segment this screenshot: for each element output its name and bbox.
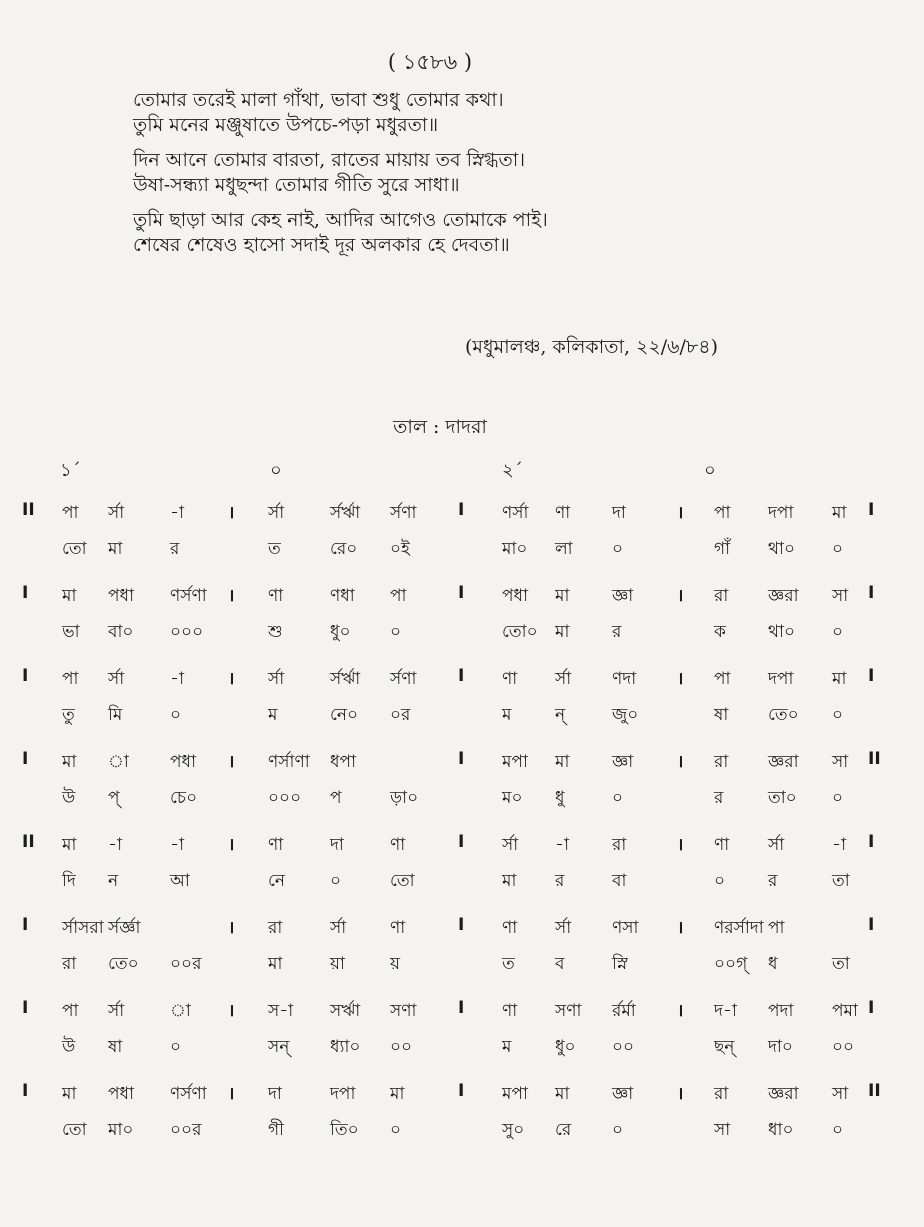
- swara: র্সা: [108, 503, 125, 523]
- swara-row: [0, 1081, 924, 1117]
- lyric-syllable: ন্: [555, 705, 566, 725]
- lyric-syllable: ০: [832, 788, 844, 808]
- lyric-syllable: ষা: [108, 1037, 123, 1057]
- swara: মপা: [502, 752, 528, 772]
- swara: পধা: [502, 586, 528, 606]
- swara: রা: [714, 752, 729, 772]
- swara: -া: [170, 503, 184, 523]
- lyric-syllable: মি: [108, 705, 123, 725]
- lyric-syllable: ০০০: [170, 622, 204, 642]
- bar-line: I: [22, 583, 29, 603]
- bar-line: ।: [677, 503, 684, 523]
- lyric-syllable: র: [555, 871, 565, 891]
- bar-line: I: [458, 583, 465, 603]
- lyric-syllable: ০০: [390, 1037, 413, 1057]
- lyric-syllable: ম: [268, 705, 278, 725]
- bar-line: I: [868, 666, 875, 686]
- swara: জ্ঞা: [612, 586, 634, 606]
- lyric-syllable: ০: [170, 705, 182, 725]
- lyric-syllable: ০: [170, 1037, 182, 1057]
- swara: দপা: [330, 1084, 356, 1104]
- swara: র্সা: [555, 669, 572, 689]
- lyric-syllable: ০: [714, 871, 726, 891]
- lyric-syllable: তো: [62, 539, 87, 559]
- swara: দা: [268, 1084, 282, 1104]
- bar-line: II: [22, 832, 35, 852]
- swara: ণসা: [612, 918, 639, 938]
- swara: জ্ঞরা: [768, 752, 799, 772]
- swara: ণা: [390, 835, 406, 855]
- lyric-syllable: তু: [62, 705, 75, 725]
- lyric-syllable: ক: [714, 622, 726, 642]
- lyric-syllable: ০০গ্: [714, 954, 748, 974]
- swara: দপা: [768, 669, 794, 689]
- lyric-syllable: নে: [268, 871, 286, 891]
- lyric-syllable: র: [170, 539, 180, 559]
- bar-line: I: [458, 666, 465, 686]
- swara: ণা: [268, 835, 284, 855]
- beat-mark: ০: [704, 460, 716, 481]
- lyric-syllable: মা: [502, 871, 517, 891]
- lyric-syllable: তো০: [502, 622, 538, 642]
- lyric-syllable: শু: [268, 622, 283, 642]
- swara: ণা: [714, 835, 730, 855]
- lyric-syllable: র: [768, 871, 778, 891]
- swara: মা: [832, 669, 847, 689]
- poem-line: দিন আনে তোমার বারতা, রাতের মায়ায় তব স্নিগ্ধতা।: [133, 149, 526, 171]
- swara-row: [0, 500, 924, 536]
- lyric-syllable: ধ্যা০: [330, 1037, 361, 1057]
- lyric-row: [0, 1034, 924, 1070]
- beat-marks: [0, 456, 924, 482]
- swara: ণধা: [330, 586, 355, 606]
- lyric-syllable: তা০: [768, 788, 797, 808]
- swara: পা: [62, 669, 79, 689]
- lyric-syllable: তো: [62, 1120, 87, 1140]
- lyric-syllable: র: [714, 788, 724, 808]
- swara: ণা: [502, 669, 518, 689]
- swara: মা: [62, 1084, 77, 1104]
- notation-block: [0, 583, 924, 666]
- swara-row: [0, 915, 924, 951]
- bar-line: I: [458, 832, 465, 852]
- swara: -া: [170, 669, 184, 689]
- swara: মা: [555, 1084, 570, 1104]
- lyric-syllable: ত: [268, 539, 281, 559]
- lyric-syllable: রা: [62, 954, 77, 974]
- lyric-syllable: দা০: [768, 1037, 793, 1057]
- lyric-syllable: উ: [62, 788, 76, 808]
- swara: ণা: [268, 586, 284, 606]
- swara: -া: [108, 835, 122, 855]
- lyric-row: [0, 536, 924, 572]
- lyric-syllable: মা: [555, 622, 570, 642]
- lyric-syllable: ম০: [502, 788, 523, 808]
- lyric-syllable: তি০: [330, 1120, 359, 1140]
- poem: [133, 88, 833, 258]
- swara: মা: [62, 835, 77, 855]
- bar-line: I: [22, 915, 29, 935]
- lyric-syllable: ছন্: [714, 1037, 735, 1057]
- beat-mark: ০: [270, 460, 282, 481]
- swara: সা: [832, 1084, 849, 1104]
- bar-line: I: [22, 998, 29, 1018]
- beat-mark: ২´: [502, 460, 523, 481]
- swara: সণা: [555, 1001, 582, 1021]
- swara: র্সণা: [390, 669, 417, 689]
- lyric-row: [0, 868, 924, 904]
- bar-line: I: [868, 583, 875, 603]
- swara: র্সা: [502, 835, 519, 855]
- lyric-syllable: সা: [714, 1120, 731, 1140]
- lyric-syllable: তা: [832, 871, 850, 891]
- swara: মা: [555, 586, 570, 606]
- swara: জ্ঞা: [612, 1084, 634, 1104]
- lyric-syllable: ০০০: [268, 788, 302, 808]
- bar-line: I: [868, 832, 875, 852]
- swara: ণরর্সাদা: [714, 918, 764, 938]
- lyric-syllable: ০: [832, 539, 844, 559]
- bar-line: I: [458, 749, 465, 769]
- lyric-syllable: আ: [170, 871, 190, 891]
- lyric-syllable: ধু০: [555, 1037, 576, 1057]
- lyric-syllable: ০র: [390, 705, 411, 725]
- swara: পধা: [170, 752, 196, 772]
- swara: মপা: [502, 1084, 528, 1104]
- swara: -া: [555, 835, 569, 855]
- bar-line: ।: [228, 835, 235, 855]
- lyric-row: [0, 785, 924, 821]
- bar-line: II: [868, 749, 881, 769]
- swara: র্সর্ঋা: [330, 669, 361, 689]
- bar-line: ।: [228, 586, 235, 606]
- swara: মা: [832, 503, 847, 523]
- swara: র্সা: [268, 669, 285, 689]
- lyric-syllable: প: [330, 788, 342, 808]
- bar-line: I: [868, 915, 875, 935]
- bar-line: ।: [677, 586, 684, 606]
- swara: র্সর্ঋা: [330, 503, 361, 523]
- lyric-syllable: য়: [390, 954, 401, 974]
- lyric-row: [0, 1117, 924, 1153]
- lyric-syllable: সন্: [268, 1037, 290, 1057]
- swara: ণা: [390, 918, 406, 938]
- swara: পা: [62, 503, 79, 523]
- swara: রা: [714, 586, 729, 606]
- bar-line: I: [868, 998, 875, 1018]
- swara: দা: [612, 503, 626, 523]
- bar-line: II: [22, 500, 35, 520]
- bar-line: I: [458, 998, 465, 1018]
- bar-line: ।: [228, 503, 235, 523]
- swara: সর্ঋা: [330, 1001, 361, 1021]
- lyric-syllable: নে০: [330, 705, 359, 725]
- bar-line: I: [22, 1081, 29, 1101]
- lyric-syllable: ০ই: [390, 539, 410, 559]
- swara: ণদা: [612, 669, 637, 689]
- lyric-syllable: রে০: [330, 539, 358, 559]
- swara: ণর্সণা: [170, 1084, 207, 1104]
- swara: র্সা: [330, 918, 347, 938]
- lyric-syllable: ০: [390, 1120, 402, 1140]
- bar-line: I: [458, 1081, 465, 1101]
- swara: দ-া: [714, 1001, 737, 1021]
- poem-line: উষা-সন্ধ্যা মধুছন্দা তোমার গীতি সুরে সাধা॥: [133, 174, 460, 196]
- bar-line: II: [868, 1081, 881, 1101]
- lyric-syllable: ধু: [555, 788, 565, 808]
- page-number: ( ১৫৮৬ ): [387, 50, 473, 74]
- poem-line: শেষের শেষেও হাসো সদাই দূর অলকার হে দেবতা॥: [133, 234, 510, 256]
- swara: মা: [555, 752, 570, 772]
- swara: রা: [268, 918, 283, 938]
- lyric-row: [0, 619, 924, 655]
- swara: র্সা: [768, 835, 785, 855]
- swara: সণা: [390, 1001, 417, 1021]
- swara: ণর্সা: [502, 503, 529, 523]
- lyric-syllable: ০০র: [170, 954, 202, 974]
- lyric-syllable: উ: [62, 1037, 76, 1057]
- notation-block: [0, 500, 924, 583]
- swara: ণর্সাণা: [268, 752, 310, 772]
- lyric-syllable: চে০: [170, 788, 198, 808]
- swara: ণা: [502, 1001, 518, 1021]
- bar-line: ।: [228, 752, 235, 772]
- bar-line: ।: [677, 1084, 684, 1104]
- swara-row: [0, 998, 924, 1034]
- lyric-syllable: ০: [612, 539, 624, 559]
- lyric-syllable: য়া: [330, 954, 345, 974]
- notation-block: [0, 749, 924, 832]
- lyric-syllable: বা০: [108, 622, 134, 642]
- swara: ণা: [555, 503, 571, 523]
- lyric-syllable: ০: [612, 1120, 624, 1140]
- lyric-syllable: ষা: [714, 705, 729, 725]
- swara: পমা: [832, 1001, 858, 1021]
- swara: র্সণা: [390, 503, 417, 523]
- lyric-syllable: স্নি: [612, 954, 628, 974]
- swara: র্সা: [108, 1001, 125, 1021]
- lyric-syllable: তো: [390, 871, 415, 891]
- notation-block: [0, 998, 924, 1081]
- lyric-syllable: ম: [502, 1037, 512, 1057]
- lyric-syllable: ন: [108, 871, 119, 891]
- swara-row: [0, 666, 924, 702]
- swara: মা: [390, 1084, 405, 1104]
- swara: মা: [62, 752, 77, 772]
- lyric-syllable: লা: [555, 539, 573, 559]
- lyric-row: [0, 702, 924, 738]
- lyric-syllable: থা০: [768, 539, 795, 559]
- swara: দা: [330, 835, 344, 855]
- bar-line: ।: [677, 1001, 684, 1021]
- lyric-syllable: রে: [555, 1120, 572, 1140]
- swara-row: [0, 583, 924, 619]
- lyric-syllable: প্: [108, 788, 120, 808]
- swara: পা: [714, 669, 731, 689]
- lyric-syllable: ০: [832, 622, 844, 642]
- bar-line: ।: [228, 669, 235, 689]
- bar-line: ।: [228, 1001, 235, 1021]
- swara: জ্ঞরা: [768, 1084, 799, 1104]
- swara: পা: [714, 503, 731, 523]
- lyric-syllable: র: [612, 622, 622, 642]
- lyric-syllable: তে০: [768, 705, 799, 725]
- bar-line: ।: [677, 669, 684, 689]
- swara: পধা: [108, 586, 134, 606]
- swara: স-া: [268, 1001, 294, 1021]
- swara: ণা: [502, 918, 518, 938]
- lyric-syllable: ধ: [768, 954, 778, 974]
- lyric-syllable: ধু০: [330, 622, 351, 642]
- swara: পদা: [768, 1001, 794, 1021]
- swara: া: [170, 1001, 191, 1021]
- swara: সা: [832, 752, 849, 772]
- lyric-syllable: গী: [268, 1120, 285, 1140]
- swara: পধা: [108, 1084, 134, 1104]
- lyric-syllable: ০০র: [170, 1120, 202, 1140]
- lyric-syllable: মা০: [502, 539, 528, 559]
- lyric-syllable: বা: [612, 871, 627, 891]
- swara: র্সা: [555, 918, 572, 938]
- bar-line: I: [22, 666, 29, 686]
- lyric-syllable: ০০: [832, 1037, 855, 1057]
- swara: পা: [62, 1001, 79, 1021]
- swara: -া: [170, 835, 184, 855]
- lyric-syllable: ড়া০: [390, 788, 419, 808]
- swara: র্সা: [268, 503, 285, 523]
- swara: া: [108, 752, 129, 772]
- lyric-syllable: ভা: [62, 622, 80, 642]
- attribution: (মধুমালঞ্চ, কলিকাতা, ২২/৬/৮৪): [465, 336, 718, 358]
- lyric-syllable: সু০: [502, 1120, 525, 1140]
- notation-block: [0, 915, 924, 998]
- swara: র্সা: [108, 669, 125, 689]
- swara: জ্ঞা: [612, 752, 634, 772]
- lyric-syllable: মা: [108, 539, 123, 559]
- lyric-syllable: ম: [502, 705, 512, 725]
- swara: ধপা: [330, 752, 356, 772]
- lyric-syllable: ০: [832, 1120, 844, 1140]
- bar-line: I: [868, 500, 875, 520]
- bar-line: ।: [677, 835, 684, 855]
- lyric-syllable: দি: [62, 871, 76, 891]
- swara: মা: [62, 586, 77, 606]
- poem-line: তুমি ছাড়া আর কেহ নাই, আদির আগেও তোমাকে পাই।: [133, 209, 548, 231]
- bar-line: I: [458, 500, 465, 520]
- swara: সা: [832, 586, 849, 606]
- swara-row: [0, 832, 924, 868]
- lyric-syllable: গাঁ: [714, 539, 731, 559]
- lyric-syllable: মা: [268, 954, 283, 974]
- lyric-syllable: ধা০: [768, 1120, 794, 1140]
- tala-heading: তাল : দাদরা: [393, 416, 487, 438]
- bar-line: ।: [677, 752, 684, 772]
- lyric-syllable: থা০: [768, 622, 795, 642]
- lyric-syllable: ত: [502, 954, 515, 974]
- swara-row: [0, 749, 924, 785]
- lyric-syllable: ব: [555, 954, 565, 974]
- lyric-syllable: মা০: [108, 1120, 134, 1140]
- bar-line: I: [22, 749, 29, 769]
- bar-line: I: [458, 915, 465, 935]
- beat-mark: ১´: [60, 460, 81, 481]
- notation-block: [0, 1081, 924, 1164]
- swara: পা: [768, 918, 785, 938]
- swara: রা: [714, 1084, 729, 1104]
- swara: ণর্সণা: [170, 586, 207, 606]
- poem-line: তুমি মনের মঞ্জুষাতে উপচে-পড়া মধুরতা॥: [133, 114, 439, 136]
- lyric-syllable: ০: [612, 788, 624, 808]
- notation-block: [0, 832, 924, 915]
- bar-line: ।: [677, 918, 684, 938]
- swara: রা: [612, 835, 627, 855]
- notation-grid: [0, 500, 924, 1164]
- bar-line: ।: [228, 918, 235, 938]
- bar-line: ।: [228, 1084, 235, 1104]
- lyric-syllable: তে০: [108, 954, 139, 974]
- lyric-syllable: ০: [390, 622, 402, 642]
- lyric-syllable: তা: [832, 954, 850, 974]
- swara: র্রর্মা: [612, 1001, 636, 1021]
- swara: র্সর্জ্ঞা: [108, 918, 141, 938]
- notation-block: [0, 666, 924, 749]
- swara: র্সাসরা: [62, 918, 104, 938]
- lyric-row: [0, 951, 924, 987]
- lyric-syllable: ০: [330, 871, 342, 891]
- lyric-syllable: জু০: [612, 705, 639, 725]
- lyric-syllable: ০: [832, 705, 844, 725]
- poem-line: তোমার তরেই মালা গাঁথা, ভাবা শুধু তোমার কথা।: [133, 89, 504, 111]
- swara: -া: [832, 835, 846, 855]
- swara: দপা: [768, 503, 794, 523]
- swara: জ্ঞরা: [768, 586, 799, 606]
- lyric-syllable: ০০: [612, 1037, 635, 1057]
- swara: পা: [390, 586, 407, 606]
